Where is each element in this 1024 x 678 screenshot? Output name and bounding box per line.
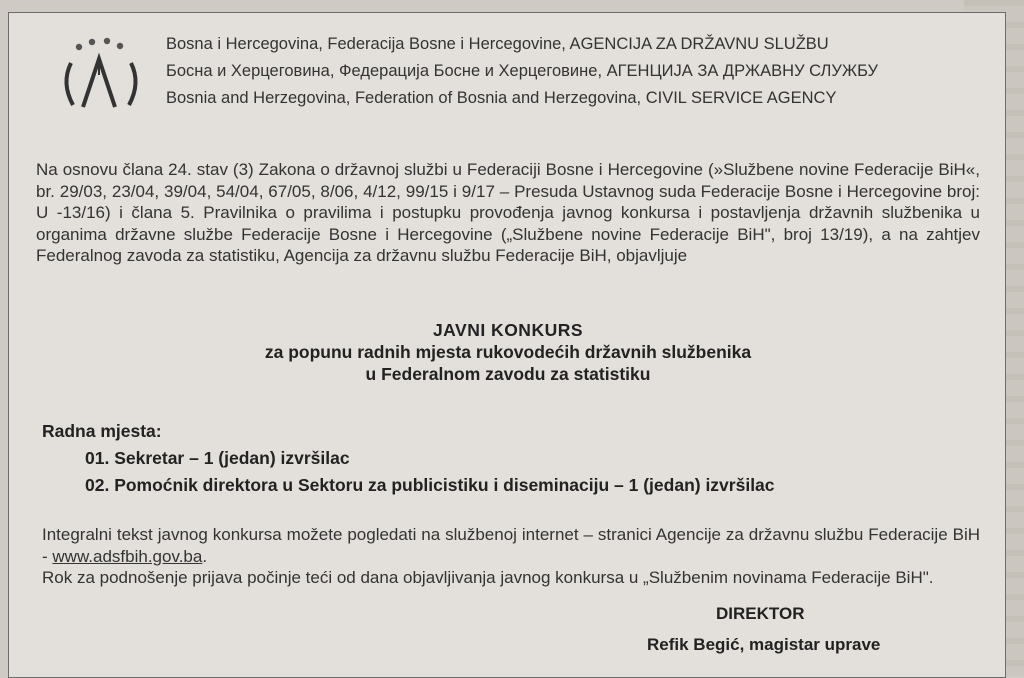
positions-heading: Radna mjesta: xyxy=(42,421,162,441)
notice-title xyxy=(9,319,1007,385)
position-item: 01. Sekretar – 1 (jedan) izvršilac xyxy=(85,448,350,468)
footer-text-intro: Integralni tekst javnog konkursa možete pogledati na službenoj internet – stranici Agencije za državnu službu Federacije BiH - xyxy=(42,525,980,566)
footer-text-period: . xyxy=(202,546,208,566)
header-line-english: Bosnia and Herzegovina, Federation of Bosnia and Herzegovina, CIVIL SERVICE AGENCY xyxy=(166,89,837,107)
intro-paragraph: Na osnovu člana 24. stav (3) Zakona o državnoj službi u Federaciji Bosne i Hercegovine (»Službene novine Federacije BiH«, br. 29/03, 23/04, 39/04, 54/04, 67/05, 8/06, 4/12, 99/15 i 9/17 – Presuda Ustavnog suda Federacije Bosne i Hercegovine broj: U -13/16) i člana 5. Pravilnika o pravilima i postupku provođenja javnog konkursa i postavljenja državnih službenika u organima državne službe Federacije Bosne i Hercegovine („Službene novine Federacije BiH", broj 13/19), a na zahtjev Federalnog zavoda za statistiku, Agencija za državnu službu Federacije BiH, objavljuje xyxy=(36,160,980,266)
header-line-cyrillic: Босна и Херцеговина, Федерација Босне и Херцеговине, АГЕНЦИЈА ЗА ДРЖАВНУ СЛУЖБУ xyxy=(166,62,878,80)
agency-header xyxy=(166,31,878,112)
signature-title: DIREKTOR xyxy=(716,604,805,623)
signature-name: Refik Begić, magistar uprave xyxy=(647,635,881,654)
title-institution: u Federalnom zavodu za statistiku xyxy=(365,364,651,384)
agency-logo-icon xyxy=(57,35,147,125)
notice-box xyxy=(8,12,1006,678)
title-heading: JAVNI KONKURS xyxy=(432,320,584,340)
agency-website-link[interactable]: www.adsfbih.gov.ba xyxy=(52,546,203,566)
footer-deadline-text: Rok za podnošenje prijava počinje teći od dana objavljivanja javnog konkursa u „Službenim novinama Federacije BiH". xyxy=(42,568,934,588)
position-item: 02. Pomoćnik direktora u Sektoru za publicistiku i diseminaciju – 1 (jedan) izvršilac xyxy=(85,475,775,495)
header-line-bosnian: Bosna i Hercegovina, Federacija Bosne i Hercegovine, AGENCIJA ZA DRŽAVNU SLUŽBU xyxy=(166,35,829,53)
title-subtitle: za popunu radnih mjesta rukovodećih državnih službenika xyxy=(264,342,752,362)
footer-paragraph xyxy=(42,524,980,589)
positions-list xyxy=(85,445,775,499)
